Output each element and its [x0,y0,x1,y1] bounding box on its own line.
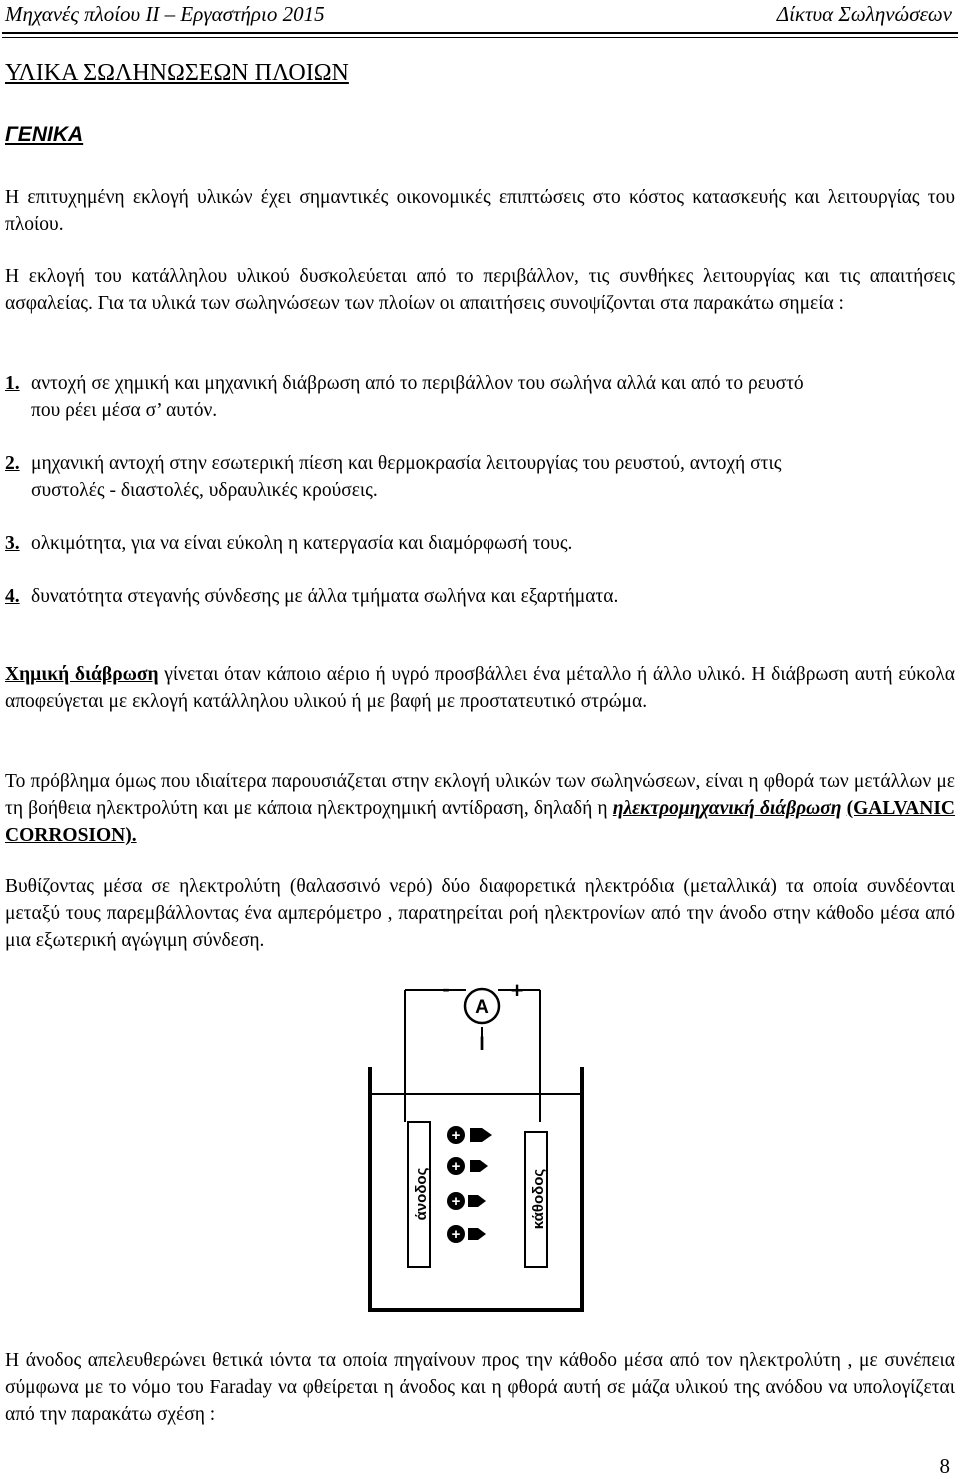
ammeter-label: A [475,997,489,1018]
requirement-item-4 [5,583,955,610]
item-text: δυνατότητα στεγανής σύνδεσης με άλλα τμήματα σωλήνα και εξαρτήματα. [31,586,619,607]
page-number: 8 [939,1454,950,1478]
header-course-title: Μηχανές πλοίου ΙΙ – Εργαστήριο 2015 [5,2,325,26]
item-text: αντοχή σε χημική και μηχανική διάβρωση από το περιβάλλον του σωλήνα αλλά και από το ρευστό [31,373,804,394]
galvanic-english-term: (GALVANIC CORROSION). [5,798,956,846]
item-number: 1. [5,373,20,394]
document-title: ΥΛΙΚΑ ΣΩΛΗΝΩΣΕΩΝ ΠΛΟΙΩΝ [5,60,349,86]
chemical-corrosion-term: Χημική διάβρωση [5,664,159,685]
ion-arrow-1 [470,1128,492,1142]
requirement-item-3 [5,530,955,557]
svg-text:+: + [451,1127,461,1144]
immersion-paragraph: Βυθίζοντας μέσα σε ηλεκτρολύτη (θαλασσινό νερό) δύο διαφορετικά ηλεκτρόδια (μεταλλικά) τα οποία συνδέονται μεταξύ τους παρεμβάλλοντας ένα αμπερόμετρο , παρατηρείται ροή ηλεκτρονίων από την άνοδο στην κάθοδο μέσα από μια εξωτερική αγώγιμη σύνδεση. [5,876,955,951]
galvanic-text: Το πρόβλημα όμως που ιδιαίτερα παρουσιάζεται στην εκλογή υλικών των σωληνώσεων, είναι η φθορά των μετάλλων με τη βοήθεια ηλεκτρολύτη και με κάποια ηλεκτροχημική αντίδραση, δηλαδή η [5,771,955,819]
ion-arrow-2 [470,1160,488,1172]
item-number: 3. [5,533,20,554]
item-number: 2. [5,453,20,474]
svg-text:+: + [451,1158,461,1175]
item-text-continued: που ρέει μέσα σ’ αυτόν. [31,400,218,421]
cathode-label: κάθοδος [530,1168,547,1230]
positive-ion-2 [447,1157,488,1175]
section-heading: ΓΕΝΙΚΑ [5,123,84,146]
anode-label: άνοδος [413,1167,430,1221]
chemical-corrosion-paragraph [5,661,955,715]
positive-terminal-label: + [510,978,524,1003]
intro-paragraph-1: Η επιτυχημένη εκλογή υλικών έχει σημαντικές οικονομικές επιπτώσεις στο κόστος κατασκευής και λειτουργίας του πλοίου. [5,187,955,235]
current-label: I [479,1034,485,1055]
chemical-corrosion-text: γίνεται όταν κάποιο αέριο ή υγρό προσβάλλει ένα μέταλλο ή άλλο υλικό. Η διάβρωση αυτή εύκολα αποφεύγεται με εκλογή κατάλληλου υλικού ή με βαφή με προστατευτικό στρώμα. [5,664,955,712]
positive-ion-1 [447,1126,492,1144]
galvanic-cell-diagram [360,972,590,1317]
item-text-continued: συστολές - διαστολές, υδραυλικές κρούσεις. [31,480,378,501]
ion-arrow-4 [468,1228,486,1240]
positive-ion-4 [447,1225,486,1243]
electrolyte-tank [370,1067,582,1310]
anode-paragraph: Η άνοδος απελευθερώνει θετικά ιόντα τα οποία πηγαίνουν προς την κάθοδο μέσα από τον ηλεκτρολύτη , με συνέπεια σύμφωνα με το νόμο του Faraday να φθείρεται η άνοδος και η φθορά αυτή σε μάζα υλικού της ανόδου να υπολογίζεται από την παρακάτω σχέση : [5,1350,955,1425]
item-number: 4. [5,586,20,607]
header-rule-thin [2,37,958,38]
item-text: ολκιμότητα, για να είναι εύκολη η κατεργασία και διαμόρφωσή τους. [31,533,573,554]
header-chapter-title: Δίκτυα Σωληνώσεων [776,2,952,26]
header-rule-thick [2,32,958,34]
galvanic-term: ηλεκτρομηχανική διάβρωση [612,798,842,819]
positive-ion-3 [447,1192,486,1210]
page-header [0,0,960,30]
requirement-item-1 [5,370,955,424]
item-text: μηχανική αντοχή στην εσωτερική πίεση και θερμοκρασία λειτουργίας του ρευστού, αντοχή στις [31,453,782,474]
galvanic-paragraph [5,768,955,849]
intro-paragraph-2: Η εκλογή του κατάλληλου υλικού δυσκολεύεται από το περιβάλλον, τις συνθήκες λειτουργίας και τις απαιτήσεις ασφαλείας. Για τα υλικά των σωληνώσεων των πλοίων οι απαιτήσεις συνοψίζονται στα παρακάτω σημεία : [5,266,955,314]
svg-text:+: + [451,1193,461,1210]
svg-text:+: + [451,1226,461,1243]
ion-arrow-3 [468,1195,486,1207]
negative-terminal-label: - [442,976,450,1001]
requirement-item-2 [5,450,955,504]
